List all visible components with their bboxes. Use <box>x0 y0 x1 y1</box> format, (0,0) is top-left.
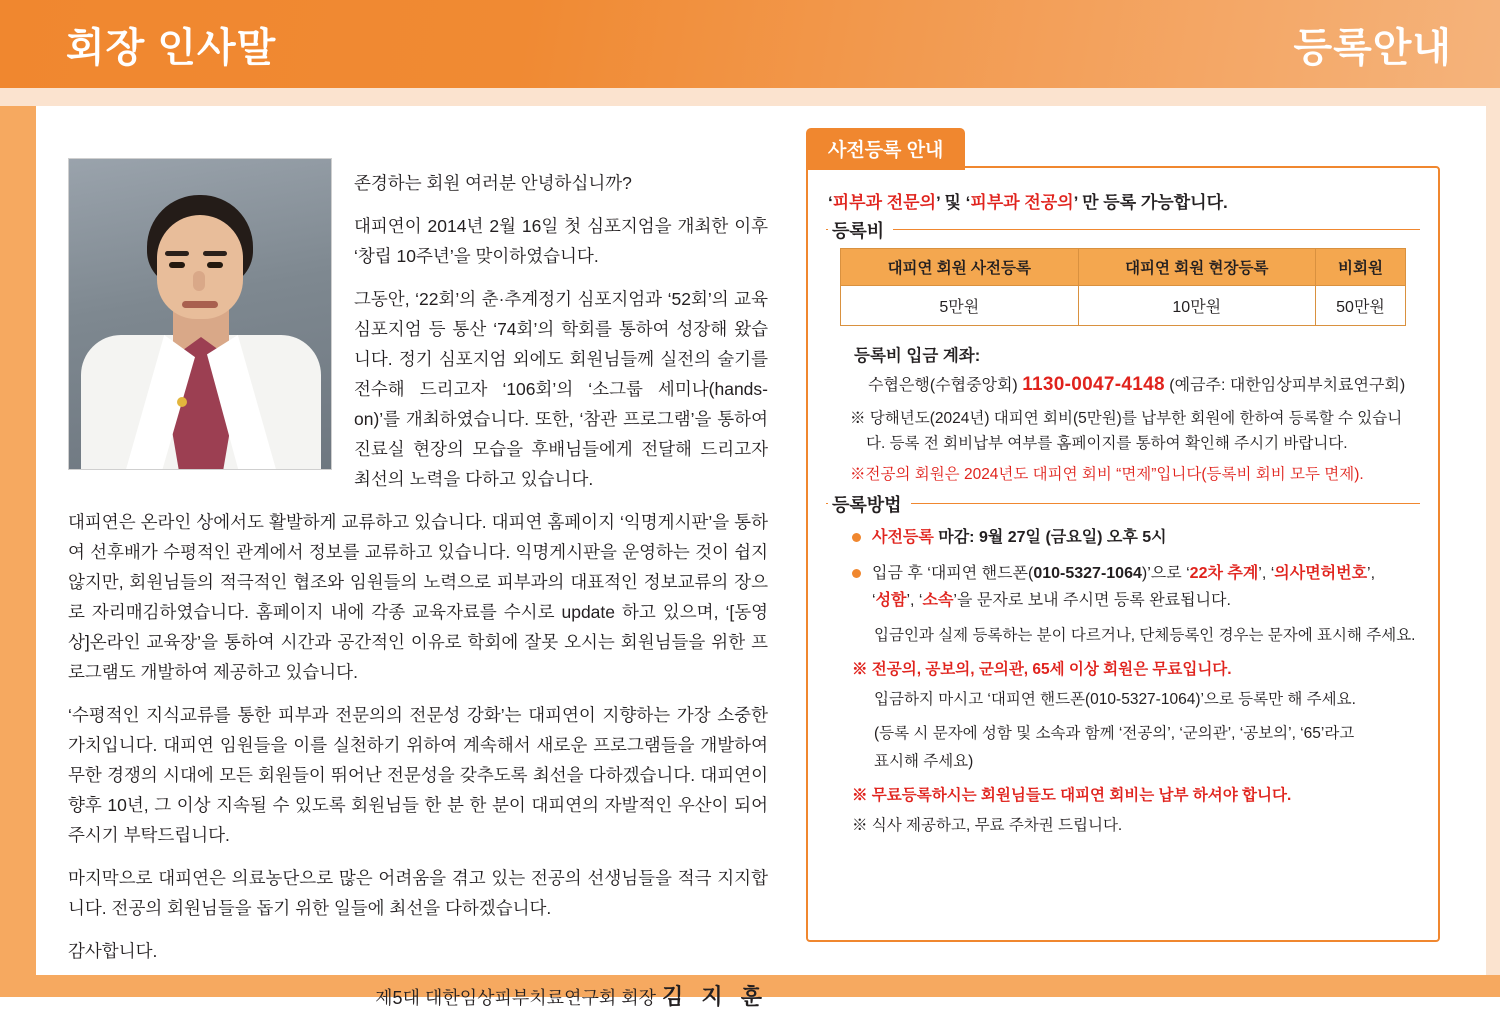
free-registration-note: ※ 전공의, 공보의, 군의관, 65세 이상 회원은 무료입니다. <box>852 661 1232 678</box>
fee-note-1: ※ 당해년도(2024년) 대피연 회비(5만원)를 납부한 회원에 한하여 등록할 수 있습니다. 등록 전 회비납부 여부를 홈페이지를 통하여 확인해 주시기 바랍니다. <box>850 410 1403 452</box>
signature-line <box>68 980 768 1011</box>
greeting-paragraph: 감사합니다. <box>68 941 158 961</box>
greeting-paragraph: 마지막으로 대피연은 의료농단으로 많은 어려움을 겪고 있는 전공의 선생님들을 적극 지지합니다. 전공의 회원님들을 돕기 위한 일들에 최선을 다하겠습니다. <box>68 868 768 918</box>
registration-tab-label: 사전등록 안내 <box>806 128 965 170</box>
fee-cell: 50만원 <box>1316 286 1406 326</box>
method-2-tag-2: 의사면허번호 <box>1274 565 1368 582</box>
method-section-title: 등록방법 <box>828 491 911 517</box>
fee-section-title: 등록비 <box>828 217 893 243</box>
chairman-portrait <box>68 158 332 470</box>
dues-note: ※ 무료등록하시는 회원님들도 대피연 회비는 납부 하셔야 합니다. <box>852 787 1292 804</box>
fee-section <box>826 221 1420 487</box>
fee-table-row <box>841 286 1406 326</box>
signature-name: 김 지 훈 <box>662 984 768 1009</box>
method-2-tag-3: 성함 <box>875 592 907 609</box>
method-1-text: 마감: 9월 27일 (금요일) 오후 5시 <box>933 529 1167 546</box>
method-section <box>826 495 1420 839</box>
account-holder: (예금주: 대한임상피부치료연구회) <box>1169 377 1406 394</box>
eligibility-part-3: ’ 만 등록 가능합니다. <box>1073 193 1228 212</box>
eligibility-highlight-2: 피부과 전공의 <box>970 193 1074 212</box>
meal-note: ※ 식사 제공하고, 무료 주차권 드립니다. <box>852 817 1123 834</box>
account-line <box>868 372 1420 396</box>
method-item-sms <box>852 560 1420 614</box>
fee-col-header: 대피연 회원 사전등록 <box>841 249 1079 286</box>
method-2-sub: 입금인과 실제 등록하는 분이 다르거나, 단체등록인 경우는 문자에 표시해 주세요. <box>874 627 1416 644</box>
method-item-deadline <box>852 524 1420 551</box>
method-2-mid-2: ’, ‘ <box>1258 565 1275 582</box>
greeting-paragraph: 그동안, ‘22회’의 춘·추계정기 심포지엄과 ‘52회’의 교육 심포지엄 등 통산 ‘74회’의 학회를 통하여 성장해 왔습니다. 정기 심포지엄 외에도 회원님들께 실전의 술기를 전수해 드리고자 ‘106회’의 ‘소그룹 세미나(hands-on)’를 개최하였습니다. 또한, ‘참관 프로그램’을 통하여 진료실 현장의 모습을 후배님들에게 전달해 드리고자 최선의 노력을 다하고 있습니다. <box>354 289 768 489</box>
fee-table <box>840 248 1406 326</box>
greeting-paragraph: 대피연이 2014년 2월 16일 첫 심포지엄을 개최한 이후 ‘창립 10주년’을 맞이하였습니다. <box>354 216 768 266</box>
free-sub-1: 입금하지 마시고 ‘대피연 핸드폰(010-5327-1064)’으로 등록만 해 주세요. <box>874 691 1356 708</box>
right-rail <box>1486 106 1500 997</box>
method-2-phone: 010-5327-1064 <box>1033 565 1142 582</box>
method-2-line2-c: ’을 문자로 보내 주시면 등록 완료됩니다. <box>953 592 1231 609</box>
method-2-line2-b: ’, ‘ <box>906 592 923 609</box>
eligibility-part-1: ‘ <box>828 193 833 212</box>
method-2-line2-a: ‘ <box>872 592 876 609</box>
free-sub-2: (등록 시 문자에 성함 및 소속과 함께 ‘전공의’, ‘군의관’, ‘공보의’, ‘65’라고 <box>874 725 1355 742</box>
header-right-title: 등록안내 <box>1293 26 1452 70</box>
method-2-mid-3: ’, <box>1367 565 1376 582</box>
account-title: 등록비 입금 계좌: <box>854 347 981 365</box>
method-2-mid: )’으로 ‘ <box>1141 565 1190 582</box>
method-list <box>826 524 1420 614</box>
greeting-paragraph: 대피연은 온라인 상에서도 활발하게 교류하고 있습니다. 대피연 홈페이지 ‘익명게시판’을 통하여 선후배가 수평적인 관계에서 정보를 교류하고 있습니다. 익명게시판을 운영하는 것이 쉽지않지만, 회원님들의 적극적인 협조와 임원들의 노력으로 피부과의 대표적인 정보교류의 장으로 자리매김하였습니다. 홈페이지 내에 각종 교육자료를 수시로 update 하고 있으며, ‘[동영상]온라인 교육장’을 통하여 시간과 공간적인 이유로 학회에 잘못 오시는 회원님들을 위한 프로그램도 개발하여 제공하고 있습니다. <box>68 512 768 682</box>
fee-col-header: 비회원 <box>1316 249 1406 286</box>
greeting-paragraph: ‘수평적인 지식교류를 통한 피부과 전문의의 전문성 강화’는 대피연이 지향하는 가장 소중한 가치입니다. 대피연 임원들을 이를 실천하기 위하여 계속해서 새로운 프로그램들을 개발하여 무한 경쟁의 시대에 모든 회원들이 뛰어난 전문성을 갖추도록 최선을 다하겠습니다. 대피연이 향후 10년, 그 이상 지속될 수 있도록 회원님들 한 분 한 분이 대피연의 자발적인 우산이 되어 주시기 부탁드립니다. <box>68 705 768 845</box>
header-left-title: 회장 인사말 <box>66 26 277 70</box>
greeting-paragraph: 존경하는 회원 여러분 안녕하십니까? <box>354 173 632 193</box>
method-1-label: 사전등록 <box>872 529 934 546</box>
method-2-tag-1: 22차 추계 <box>1189 565 1259 582</box>
account-number: 1130-0047-4148 <box>1022 374 1165 395</box>
method-2-tag-4: 소속 <box>922 592 954 609</box>
account-bank: 수협은행(수협중앙회) <box>868 377 1018 394</box>
eligibility-part-2: ’ 및 ‘ <box>936 193 971 212</box>
fee-cell: 10만원 <box>1078 286 1316 326</box>
page-header <box>0 0 1500 88</box>
left-rail <box>0 106 36 997</box>
signature-prefix: 제5대 대한임상피부치료연구회 회장 <box>375 988 657 1008</box>
eligibility-highlight-1: 피부과 전문의 <box>832 193 936 212</box>
eligibility-line <box>828 188 1420 213</box>
fee-table-header-row <box>841 249 1406 286</box>
header-band <box>0 88 1500 106</box>
fee-cell: 5만원 <box>841 286 1079 326</box>
registration-panel <box>806 166 1440 942</box>
fee-col-header: 대피연 회원 현장등록 <box>1078 249 1316 286</box>
method-2-lead: 입금 후 ‘대피연 핸드폰( <box>872 565 1034 582</box>
free-sub-3: 표시해 주세요) <box>874 753 974 770</box>
fee-note-2: ※전공의 회원은 2024년도 대피연 회비 “면제”입니다(등록비 회비 모두 면제). <box>850 466 1364 483</box>
greeting-section <box>68 140 768 1011</box>
